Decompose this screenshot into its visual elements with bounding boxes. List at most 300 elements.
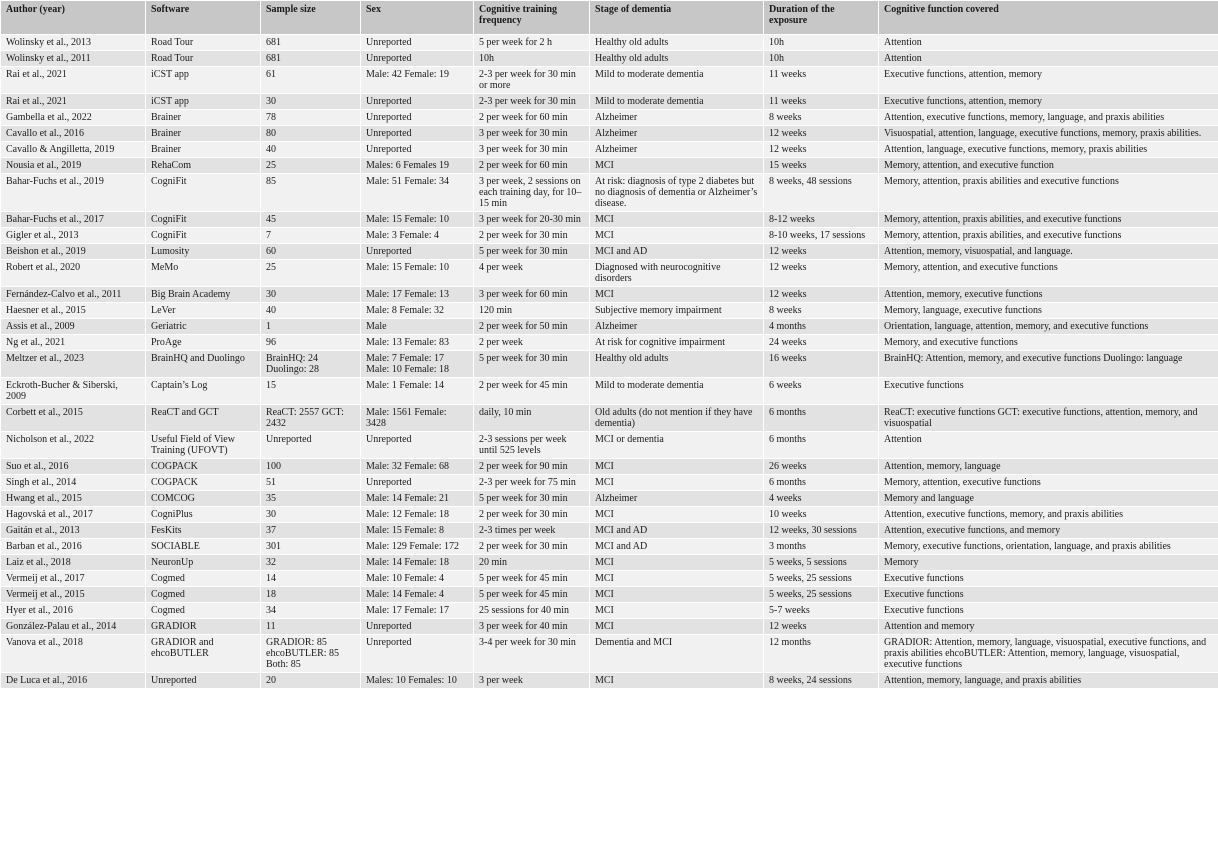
sample-size-cell: 60 <box>261 244 361 260</box>
author-year-cell: Cavallo & Angilletta, 2019 <box>1 142 146 158</box>
sample-size-cell: 15 <box>261 378 361 405</box>
software-cell: Cogmed <box>146 603 261 619</box>
software-cell: Brainer <box>146 110 261 126</box>
author-year-cell: Rai et al., 2021 <box>1 94 146 110</box>
duration-cell: 24 weeks <box>764 335 879 351</box>
frequency-cell: 2 per week for 50 min <box>474 319 590 335</box>
cognitive-function-cell: BrainHQ: Attention, memory, and executive functions Duolingo: language <box>879 351 1218 378</box>
author-year-cell: Rai et al., 2021 <box>1 67 146 94</box>
stage-cell: MCI <box>590 571 764 587</box>
sample-size-cell: ReaCT: 2557 GCT: 2432 <box>261 405 361 432</box>
cognitive-function-cell: Executive functions, attention, memory <box>879 94 1218 110</box>
duration-cell: 8-12 weeks <box>764 212 879 228</box>
software-cell: Useful Field of View Training (UFOVT) <box>146 432 261 459</box>
duration-cell: 12 weeks <box>764 142 879 158</box>
author-year-cell: Gambella et al., 2022 <box>1 110 146 126</box>
author-year-cell: Beishon et al., 2019 <box>1 244 146 260</box>
author-year-cell: Gaitán et al., 2013 <box>1 523 146 539</box>
table-row <box>1 475 1218 491</box>
frequency-cell: 4 per week <box>474 260 590 287</box>
frequency-cell: 3 per week for 20-30 min <box>474 212 590 228</box>
table-row <box>1 212 1218 228</box>
software-cell: Big Brain Academy <box>146 287 261 303</box>
cognitive-function-cell: Memory, attention, praxis abilities, and executive functions <box>879 212 1218 228</box>
cognitive-function-cell: Executive functions <box>879 378 1218 405</box>
cognitive-function-cell: Attention and memory <box>879 619 1218 635</box>
duration-cell: 26 weeks <box>764 459 879 475</box>
header-training-frequency: Cognitive training frequency <box>474 1 590 35</box>
stage-cell: Dementia and MCI <box>590 635 764 673</box>
header-author-year: Author (year) <box>1 1 146 35</box>
sample-size-cell: 7 <box>261 228 361 244</box>
author-year-cell: Nicholson et al., 2022 <box>1 432 146 459</box>
stage-cell: MCI <box>590 555 764 571</box>
frequency-cell: 5 per week for 45 min <box>474 571 590 587</box>
table-row <box>1 319 1218 335</box>
table-row <box>1 603 1218 619</box>
duration-cell: 6 weeks <box>764 378 879 405</box>
duration-cell: 8 weeks, 48 sessions <box>764 174 879 212</box>
author-year-cell: Wolinsky et al., 2011 <box>1 51 146 67</box>
software-cell: Cogmed <box>146 587 261 603</box>
cognitive-function-cell: Attention, memory, language <box>879 459 1218 475</box>
stage-cell: At risk for cognitive impairment <box>590 335 764 351</box>
cognitive-function-cell: Attention, executive functions, memory, and praxis abilities <box>879 507 1218 523</box>
frequency-cell: 3 per week for 60 min <box>474 287 590 303</box>
software-cell: Road Tour <box>146 35 261 51</box>
software-cell: MeMo <box>146 260 261 287</box>
sample-size-cell: 32 <box>261 555 361 571</box>
frequency-cell: 2-3 times per week <box>474 523 590 539</box>
cognitive-function-cell: Memory, attention, praxis abilities and executive functions <box>879 174 1218 212</box>
table-row <box>1 228 1218 244</box>
duration-cell: 10 weeks <box>764 507 879 523</box>
sex-cell: Male: 15 Female: 10 <box>361 260 474 287</box>
cognitive-function-cell: ReaCT: executive functions GCT: executive functions, attention, memory, and visuospatial <box>879 405 1218 432</box>
sex-cell: Male: 1 Female: 14 <box>361 378 474 405</box>
cognitive-function-cell: Attention, memory, language, and praxis abilities <box>879 673 1218 689</box>
sex-cell: Male: 10 Female: 4 <box>361 571 474 587</box>
sex-cell: Unreported <box>361 35 474 51</box>
cognitive-function-cell: Executive functions <box>879 603 1218 619</box>
table-row <box>1 432 1218 459</box>
duration-cell: 12 weeks <box>764 287 879 303</box>
software-cell: NeuronUp <box>146 555 261 571</box>
cognitive-function-cell: Executive functions <box>879 587 1218 603</box>
sample-size-cell: 30 <box>261 507 361 523</box>
sample-size-cell: 80 <box>261 126 361 142</box>
author-year-cell: Bahar-Fuchs et al., 2017 <box>1 212 146 228</box>
cognitive-function-cell: Memory, attention, praxis abilities, and executive functions <box>879 228 1218 244</box>
frequency-cell: 5 per week for 45 min <box>474 587 590 603</box>
frequency-cell: 5 per week for 30 min <box>474 244 590 260</box>
sex-cell: Unreported <box>361 244 474 260</box>
duration-cell: 8-10 weeks, 17 sessions <box>764 228 879 244</box>
software-cell: Lumosity <box>146 244 261 260</box>
author-year-cell: Vermeij et al., 2017 <box>1 571 146 587</box>
author-year-cell: Meltzer et al., 2023 <box>1 351 146 378</box>
author-year-cell: Cavallo et al., 2016 <box>1 126 146 142</box>
software-cell: GRADIOR and ehcoBUTLER <box>146 635 261 673</box>
sample-size-cell: 30 <box>261 287 361 303</box>
sex-cell: Male: 17 Female: 13 <box>361 287 474 303</box>
duration-cell: 5 weeks, 25 sessions <box>764 571 879 587</box>
frequency-cell: 3 per week, 2 sessions on each training day, for 10–15 min <box>474 174 590 212</box>
software-cell: Road Tour <box>146 51 261 67</box>
sample-size-cell: 35 <box>261 491 361 507</box>
header-sex: Sex <box>361 1 474 35</box>
software-cell: CogniFit <box>146 212 261 228</box>
stage-cell: At risk: diagnosis of type 2 diabetes but no diagnosis of dementia or Alzheimer’s disease. <box>590 174 764 212</box>
table-row <box>1 35 1218 51</box>
duration-cell: 12 months <box>764 635 879 673</box>
table-row <box>1 673 1218 689</box>
sample-size-cell: 78 <box>261 110 361 126</box>
stage-cell: MCI <box>590 603 764 619</box>
frequency-cell: daily, 10 min <box>474 405 590 432</box>
author-year-cell: Laiz et al., 2018 <box>1 555 146 571</box>
sex-cell: Unreported <box>361 110 474 126</box>
author-year-cell: Vanova et al., 2018 <box>1 635 146 673</box>
frequency-cell: 5 per week for 30 min <box>474 491 590 507</box>
stage-cell: MCI <box>590 507 764 523</box>
table-row <box>1 507 1218 523</box>
sample-size-cell: 51 <box>261 475 361 491</box>
sample-size-cell: GRADIOR: 85 ehcoBUTLER: 85 Both: 85 <box>261 635 361 673</box>
stage-cell: Subjective memory impairment <box>590 303 764 319</box>
frequency-cell: 2 per week for 45 min <box>474 378 590 405</box>
header-stage-of-dementia: Stage of dementia <box>590 1 764 35</box>
sample-size-cell: 37 <box>261 523 361 539</box>
duration-cell: 6 months <box>764 475 879 491</box>
duration-cell: 10h <box>764 35 879 51</box>
software-cell: COMCOG <box>146 491 261 507</box>
table-row <box>1 619 1218 635</box>
stage-cell: Alzheimer <box>590 491 764 507</box>
duration-cell: 5-7 weeks <box>764 603 879 619</box>
stage-cell: Mild to moderate dementia <box>590 378 764 405</box>
stage-cell: Old adults (do not mention if they have dementia) <box>590 405 764 432</box>
table-row <box>1 110 1218 126</box>
software-cell: Brainer <box>146 142 261 158</box>
sample-size-cell: 14 <box>261 571 361 587</box>
duration-cell: 12 weeks <box>764 260 879 287</box>
frequency-cell: 2 per week for 30 min <box>474 507 590 523</box>
sample-size-cell: 1 <box>261 319 361 335</box>
sample-size-cell: 30 <box>261 94 361 110</box>
stage-cell: MCI <box>590 287 764 303</box>
sample-size-cell: 61 <box>261 67 361 94</box>
sex-cell: Male: 3 Female: 4 <box>361 228 474 244</box>
stage-cell: Alzheimer <box>590 126 764 142</box>
sex-cell: Male: 14 Female: 4 <box>361 587 474 603</box>
table-row <box>1 174 1218 212</box>
frequency-cell: 2-3 per week for 30 min <box>474 94 590 110</box>
software-cell: CogniFit <box>146 174 261 212</box>
table-row <box>1 587 1218 603</box>
duration-cell: 8 weeks <box>764 303 879 319</box>
table-row <box>1 335 1218 351</box>
cognitive-function-cell: Orientation, language, attention, memory, and executive functions <box>879 319 1218 335</box>
table-row <box>1 303 1218 319</box>
duration-cell: 12 weeks <box>764 244 879 260</box>
sex-cell: Male: 8 Female: 32 <box>361 303 474 319</box>
sample-size-cell: 25 <box>261 158 361 174</box>
duration-cell: 6 months <box>764 432 879 459</box>
duration-cell: 5 weeks, 5 sessions <box>764 555 879 571</box>
duration-cell: 6 months <box>764 405 879 432</box>
duration-cell: 8 weeks <box>764 110 879 126</box>
sex-cell: Males: 10 Females: 10 <box>361 673 474 689</box>
stage-cell: MCI <box>590 587 764 603</box>
duration-cell: 4 weeks <box>764 491 879 507</box>
sample-size-cell: 34 <box>261 603 361 619</box>
stage-cell: MCI <box>590 619 764 635</box>
author-year-cell: Barban et al., 2016 <box>1 539 146 555</box>
author-year-cell: Singh et al., 2014 <box>1 475 146 491</box>
cognitive-function-cell: Memory, and executive functions <box>879 335 1218 351</box>
sample-size-cell: 45 <box>261 212 361 228</box>
duration-cell: 12 weeks, 30 sessions <box>764 523 879 539</box>
header-software: Software <box>146 1 261 35</box>
sample-size-cell: 85 <box>261 174 361 212</box>
sex-cell: Male: 51 Female: 34 <box>361 174 474 212</box>
sex-cell: Male: 15 Female: 8 <box>361 523 474 539</box>
stage-cell: Mild to moderate dementia <box>590 94 764 110</box>
cognitive-function-cell: Attention, memory, executive functions <box>879 287 1218 303</box>
table-row <box>1 287 1218 303</box>
frequency-cell: 5 per week for 2 h <box>474 35 590 51</box>
author-year-cell: De Luca et al., 2016 <box>1 673 146 689</box>
sample-size-cell: 11 <box>261 619 361 635</box>
duration-cell: 10h <box>764 51 879 67</box>
stage-cell: MCI and AD <box>590 539 764 555</box>
duration-cell: 12 weeks <box>764 126 879 142</box>
sample-size-cell: Unreported <box>261 432 361 459</box>
author-year-cell: Bahar-Fuchs et al., 2019 <box>1 174 146 212</box>
duration-cell: 16 weeks <box>764 351 879 378</box>
cognitive-function-cell: Attention <box>879 35 1218 51</box>
frequency-cell: 10h <box>474 51 590 67</box>
author-year-cell: Fernández-Calvo et al., 2011 <box>1 287 146 303</box>
frequency-cell: 3 per week for 30 min <box>474 126 590 142</box>
software-cell: Geriatric <box>146 319 261 335</box>
author-year-cell: Ng et al., 2021 <box>1 335 146 351</box>
stage-cell: Healthy old adults <box>590 35 764 51</box>
sample-size-cell: 681 <box>261 35 361 51</box>
frequency-cell: 2-3 sessions per week until 525 levels <box>474 432 590 459</box>
duration-cell: 3 months <box>764 539 879 555</box>
duration-cell: 15 weeks <box>764 158 879 174</box>
table-header-row <box>1 1 1218 35</box>
sex-cell: Unreported <box>361 94 474 110</box>
frequency-cell: 5 per week for 30 min <box>474 351 590 378</box>
frequency-cell: 2 per week for 60 min <box>474 158 590 174</box>
cognitive-function-cell: Memory, attention, and executive functions <box>879 260 1218 287</box>
sex-cell: Male <box>361 319 474 335</box>
sex-cell: Male: 15 Female: 10 <box>361 212 474 228</box>
software-cell: GRADIOR <box>146 619 261 635</box>
table-row <box>1 51 1218 67</box>
stage-cell: Diagnosed with neurocognitive disorders <box>590 260 764 287</box>
sample-size-cell: BrainHQ: 24 Duolingo: 28 <box>261 351 361 378</box>
table-row <box>1 94 1218 110</box>
cognitive-function-cell: Attention, memory, visuospatial, and language. <box>879 244 1218 260</box>
sample-size-cell: 100 <box>261 459 361 475</box>
header-cognitive-function: Cognitive function covered <box>879 1 1218 35</box>
table-row <box>1 351 1218 378</box>
table-row <box>1 539 1218 555</box>
cognitive-function-cell: Memory <box>879 555 1218 571</box>
duration-cell: 5 weeks, 25 sessions <box>764 587 879 603</box>
sample-size-cell: 40 <box>261 303 361 319</box>
author-year-cell: Eckroth-Bucher & Siberski, 2009 <box>1 378 146 405</box>
stage-cell: MCI <box>590 459 764 475</box>
table-row <box>1 571 1218 587</box>
sex-cell: Unreported <box>361 126 474 142</box>
table-row <box>1 244 1218 260</box>
frequency-cell: 2 per week for 90 min <box>474 459 590 475</box>
software-cell: COGPACK <box>146 475 261 491</box>
table-row <box>1 491 1218 507</box>
sex-cell: Males: 6 Females 19 <box>361 158 474 174</box>
frequency-cell: 25 sessions for 40 min <box>474 603 590 619</box>
software-cell: COGPACK <box>146 459 261 475</box>
frequency-cell: 2 per week <box>474 335 590 351</box>
author-year-cell: Haesner et al., 2015 <box>1 303 146 319</box>
table-row <box>1 378 1218 405</box>
sex-cell: Unreported <box>361 432 474 459</box>
software-cell: iCST app <box>146 67 261 94</box>
author-year-cell: Gigler et al., 2013 <box>1 228 146 244</box>
table-row <box>1 523 1218 539</box>
cognitive-function-cell: Memory, attention, and executive function <box>879 158 1218 174</box>
table-row <box>1 555 1218 571</box>
frequency-cell: 3 per week for 30 min <box>474 142 590 158</box>
software-cell: SOCIABLE <box>146 539 261 555</box>
duration-cell: 4 months <box>764 319 879 335</box>
software-cell: Brainer <box>146 126 261 142</box>
table-row <box>1 67 1218 94</box>
frequency-cell: 3-4 per week for 30 min <box>474 635 590 673</box>
author-year-cell: Hagovská et al., 2017 <box>1 507 146 523</box>
sex-cell: Male: 7 Female: 17 Male: 10 Female: 18 <box>361 351 474 378</box>
author-year-cell: Vermeij et al., 2015 <box>1 587 146 603</box>
header-duration: Duration of the exposure <box>764 1 879 35</box>
sample-size-cell: 96 <box>261 335 361 351</box>
stage-cell: MCI or dementia <box>590 432 764 459</box>
table-row <box>1 405 1218 432</box>
cognitive-function-cell: Memory, attention, executive functions <box>879 475 1218 491</box>
sample-size-cell: 681 <box>261 51 361 67</box>
cognitive-function-cell: Attention <box>879 51 1218 67</box>
sex-cell: Male: 42 Female: 19 <box>361 67 474 94</box>
software-cell: Unreported <box>146 673 261 689</box>
sex-cell: Unreported <box>361 142 474 158</box>
sample-size-cell: 20 <box>261 673 361 689</box>
author-year-cell: Nousia et al., 2019 <box>1 158 146 174</box>
sample-size-cell: 25 <box>261 260 361 287</box>
software-cell: Captain’s Log <box>146 378 261 405</box>
cognitive-function-cell: Memory, language, executive functions <box>879 303 1218 319</box>
stage-cell: Alzheimer <box>590 319 764 335</box>
stage-cell: Healthy old adults <box>590 351 764 378</box>
table-body <box>1 35 1218 689</box>
cognitive-function-cell: Memory, executive functions, orientation, language, and praxis abilities <box>879 539 1218 555</box>
cognitive-function-cell: Attention <box>879 432 1218 459</box>
stage-cell: Alzheimer <box>590 142 764 158</box>
duration-cell: 11 weeks <box>764 67 879 94</box>
table-row <box>1 260 1218 287</box>
software-cell: LeVer <box>146 303 261 319</box>
author-year-cell: Assis et al., 2009 <box>1 319 146 335</box>
duration-cell: 8 weeks, 24 sessions <box>764 673 879 689</box>
sex-cell: Male: 1561 Female: 3428 <box>361 405 474 432</box>
duration-cell: 11 weeks <box>764 94 879 110</box>
sample-size-cell: 301 <box>261 539 361 555</box>
frequency-cell: 20 min <box>474 555 590 571</box>
table-row <box>1 459 1218 475</box>
author-year-cell: González-Palau et al., 2014 <box>1 619 146 635</box>
stage-cell: Healthy old adults <box>590 51 764 67</box>
software-cell: CogniPlus <box>146 507 261 523</box>
software-cell: BrainHQ and Duolingo <box>146 351 261 378</box>
cognitive-function-cell: Attention, language, executive functions, memory, praxis abilities <box>879 142 1218 158</box>
duration-cell: 12 weeks <box>764 619 879 635</box>
software-cell: FesKits <box>146 523 261 539</box>
author-year-cell: Wolinsky et al., 2013 <box>1 35 146 51</box>
sex-cell: Unreported <box>361 635 474 673</box>
cognitive-function-cell: GRADIOR: Attention, memory, language, visuospatial, executive functions, and praxis abilities ehcoBUTLER: Attention, memory, language, visuospatial, executive functions <box>879 635 1218 673</box>
table-row <box>1 126 1218 142</box>
stage-cell: MCI and AD <box>590 523 764 539</box>
stage-cell: Mild to moderate dementia <box>590 67 764 94</box>
stage-cell: MCI <box>590 475 764 491</box>
cognitive-function-cell: Executive functions, attention, memory <box>879 67 1218 94</box>
cognitive-function-cell: Visuospatial, attention, language, executive functions, memory, praxis abilities. <box>879 126 1218 142</box>
software-cell: ReaCT and GCT <box>146 405 261 432</box>
sex-cell: Male: 14 Female: 21 <box>361 491 474 507</box>
frequency-cell: 2 per week for 30 min <box>474 539 590 555</box>
author-year-cell: Hyer et al., 2016 <box>1 603 146 619</box>
frequency-cell: 2 per week for 60 min <box>474 110 590 126</box>
frequency-cell: 2-3 per week for 75 min <box>474 475 590 491</box>
frequency-cell: 120 min <box>474 303 590 319</box>
frequency-cell: 2-3 per week for 30 min or more <box>474 67 590 94</box>
author-year-cell: Hwang et al., 2015 <box>1 491 146 507</box>
stage-cell: Alzheimer <box>590 110 764 126</box>
sex-cell: Unreported <box>361 51 474 67</box>
sex-cell: Male: 129 Female: 172 <box>361 539 474 555</box>
table-row <box>1 158 1218 174</box>
sex-cell: Unreported <box>361 619 474 635</box>
software-cell: CogniFit <box>146 228 261 244</box>
software-cell: iCST app <box>146 94 261 110</box>
cognitive-function-cell: Attention, executive functions, memory, language, and praxis abilities <box>879 110 1218 126</box>
sample-size-cell: 18 <box>261 587 361 603</box>
table-row <box>1 635 1218 673</box>
header-sample-size: Sample size <box>261 1 361 35</box>
author-year-cell: Corbett et al., 2015 <box>1 405 146 432</box>
sample-size-cell: 40 <box>261 142 361 158</box>
software-cell: RehaCom <box>146 158 261 174</box>
software-cell: Cogmed <box>146 571 261 587</box>
sex-cell: Male: 17 Female: 17 <box>361 603 474 619</box>
sex-cell: Male: 13 Female: 83 <box>361 335 474 351</box>
stage-cell: MCI and AD <box>590 244 764 260</box>
cognitive-function-cell: Memory and language <box>879 491 1218 507</box>
stage-cell: MCI <box>590 212 764 228</box>
